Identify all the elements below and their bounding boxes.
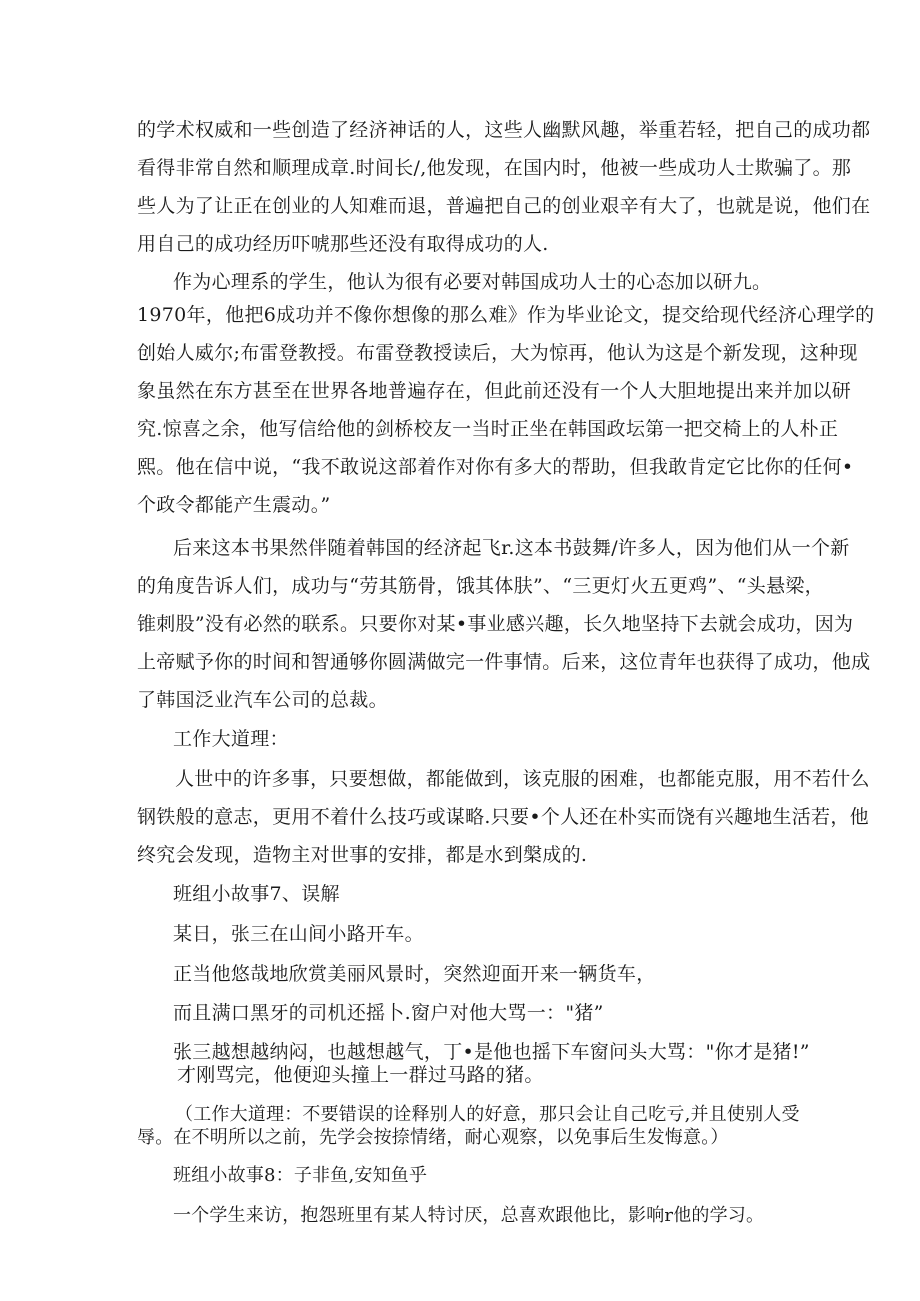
text-line: 的学术权威和一些创造了经济神话的人，这些人幽默风趣，举重若轻，把自己的成功都 [137, 119, 871, 141]
text-line: 钢铁般的意志，更用不着什么技巧或谋略.只要•个人还在朴实而饶有兴趣地生活若，他 [137, 806, 869, 828]
text-line: 才刚骂完，他便迎头撞上一群过马路的猪。 [177, 1064, 544, 1086]
text-line: 一个学生来访，抱怨班里有某人特讨厌，总喜欢跟他比，影响r他的学习。 [173, 1205, 765, 1226]
text-line: 看得非常自然和顺理成章.时间长/,他发现，在国内时，他被一些成功人士欺骗了。那 [137, 157, 852, 179]
text-line: 上帝赋予你的时间和智通够你圆满做完一件事情。后来，这位青年也获得了成功，他成 [137, 651, 871, 673]
text-line: 象虽然在东方甚至在世界各地普遍存在，但此前还没有一个人大胆地提出来并加以研 [137, 380, 852, 402]
moral-text: 辱。在不明所以之前，先学会按捺情绪，耐心观察，以免事后生发悔意。） [137, 1127, 729, 1148]
text-line: 熙。他在信中说，“我不敢说这部着作对你有多大的帮助，但我敢肯定它比你的任何• [137, 456, 854, 478]
text-line: 终究会发现，造物主对世事的安排，都是水到槃成的. [137, 844, 588, 866]
text-line: 究.惊喜之余，他写信给他的剑桥校友一当时正坐在韩国政坛第一把交椅上的人朴正 [137, 418, 839, 440]
text-line: 锥刺股”没有必然的联系。只要你对某•事业感兴趣，长久地坚持下去就会成功，因为 [137, 613, 854, 635]
text-line: 用自己的成功经历吓唬那些还没有取得成功的人. [137, 233, 549, 255]
text-line: 而且满口黑牙的司机还摇卜.窗户对他大骂一："猪” [173, 1002, 604, 1024]
text-line: 后来这本书果然伴随着韩国的经济起飞r.这本书鼓舞/许多人，因为他们从一个新 [173, 537, 850, 559]
story-title: 班组小故事8：子非鱼,安知鱼乎 [173, 1165, 428, 1186]
section-heading: 工作大道理： [173, 728, 289, 750]
text-line: 的角度告诉人们，成功与“劳其筋骨，饿其体肤”、“三更灯火五更鸡”、“头悬梁， [137, 575, 824, 597]
text-line: 个政令都能产生震动。” [137, 494, 331, 516]
text-line: 人世中的许多事，只要想做，都能做到，该克服的困难，也都能克服，用不若什么 [175, 768, 870, 790]
text-line: 了韩国泛业汽车公司的总裁。 [137, 689, 388, 711]
story-title: 班组小故事7、误解 [173, 883, 340, 905]
text-line: 正当他悠哉地欣赏美丽风景时，突然迎面开来一辆货车， [173, 963, 656, 985]
text-line: 作为心理系的学生，他认为很有必要对韩国成功人士的心态加以研九。 [173, 271, 772, 293]
text-line: 创始人威尔;布雷登教授。布雷登教授读后，大为惊再，他认为这是个新发现，这种现 [137, 342, 858, 364]
moral-text: （工作大道理：不要错误的诠释别人的好意，那只会让自己吃亏,并且使别人受 [175, 1104, 800, 1125]
text-line: 些人为了让正在创业的人知难而退，普遍把自己的创业艰辛有大了，也就是说，他们在 [137, 195, 871, 217]
text-line: 某日，张三在山间小路开车。 [173, 923, 424, 945]
text-line: 张三越想越纳闷，也越想越气，丁•是他也摇下车窗问头大骂："你才是猪!” [173, 1041, 810, 1063]
text-line: 1970年，他把6成功并不像你想像的那么难》作为毕业论文，提交给现代经济心理学的 [137, 304, 875, 326]
